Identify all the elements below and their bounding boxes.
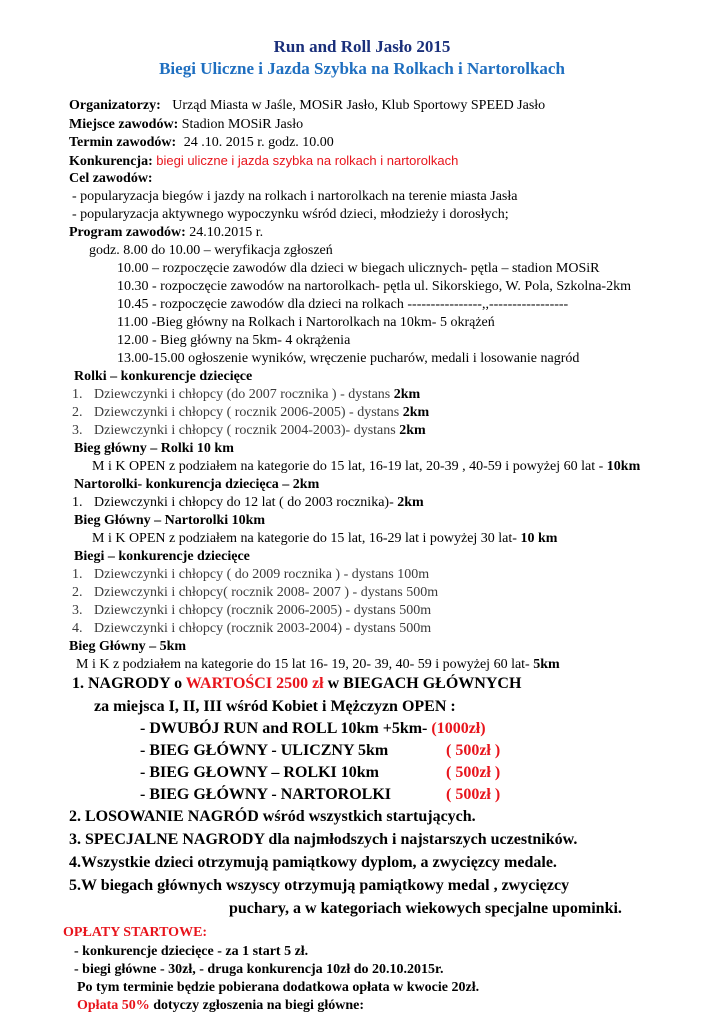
fee-item: Po tym terminie będzie pobierana dodatkowa opłata w kwocie 20zł.: [77, 980, 480, 995]
list-item-number: 2.: [72, 405, 83, 420]
list-item: [72, 604, 431, 618]
list-item-number: 1.: [72, 495, 83, 510]
awards-line-6b: puchary, a w kategoriach wiekowych specjalne upominki.: [229, 900, 622, 917]
program-value: 24.10.2015 r.: [189, 225, 264, 240]
nartorolki-main-heading: Bieg Główny – Nartorolki 10km: [74, 513, 266, 528]
rolki-main-heading: Bieg główny – Rolki 10 km: [74, 441, 234, 456]
list-item-text: Dziewczynki i chłopcy ( rocznik 2006-2005) - dystans: [94, 405, 403, 420]
date-label: Termin zawodów:: [69, 135, 177, 150]
prize-name: - BIEG GŁÓWNY - NARTOROLKI: [140, 786, 392, 803]
list-item-number: 1.: [72, 387, 83, 402]
list-item: [72, 388, 420, 402]
awards-line-4: 3. SPECJALNE NAGRODY dla najmłodszych i najstarszych uczestników.: [69, 831, 578, 848]
awards-text: w BIEGACH GŁÓWNYCH: [323, 675, 522, 692]
prize-name: - DWUBÓJ RUN and ROLL 10km +5km-: [140, 720, 432, 737]
prize-row: [140, 721, 486, 737]
venue-label: Miejsce zawodów:: [69, 117, 179, 132]
fee-item: - konkurencje dziecięce - za 1 start 5 zł.: [74, 944, 309, 959]
list-item-distance: 2km: [393, 387, 421, 402]
nartorolki-kids-heading: Nartorolki- konkurencja dziecięca – 2km: [74, 477, 320, 492]
awards-value: WARTOŚCI 2500 zł: [185, 675, 324, 692]
program-item: 10.00 – rozpoczęcie zawodów dla dzieci w biegach ulicznych- pętla – stadion MOSiR: [117, 261, 600, 276]
list-item-distance: 2km: [399, 423, 426, 438]
organizers-line: [69, 99, 545, 113]
organizers-value: Urząd Miasta w Jaśle, MOSiR Jasło, Klub Sportowy SPEED Jasło: [172, 98, 546, 113]
date-line: [69, 136, 334, 150]
rolki-kids-heading: Rolki – konkurencje dziecięce: [74, 369, 253, 384]
goal-item: - popularyzacja aktywnego wypoczynku wśród dzieci, młodzieży i dorosłych;: [72, 207, 509, 222]
list-item-number: 4.: [72, 621, 83, 636]
awards-line-3: 2. LOSOWANIE NAGRÓD wśród wszystkich startujących.: [69, 808, 476, 825]
awards-line-5: 4.Wszystkie dzieci otrzymują pamiątkowy dyplom, a zwycięzcy medale.: [69, 854, 557, 871]
fee-discount-value: Opłata 50%: [77, 998, 150, 1013]
list-item-distance: 2km: [402, 405, 430, 420]
list-item: [72, 496, 424, 510]
list-item-distance: 2km: [397, 495, 424, 510]
prize-amount: (1000zł): [431, 720, 486, 737]
prize-name: - BIEG GŁÓWNY - ULICZNY 5km: [140, 742, 389, 759]
prize-row: [140, 765, 379, 781]
awards-line-6a: 5.W biegach głównych wszyscy otrzymują pamiątkowy medal , zwycięzcy: [69, 877, 570, 894]
fee-item: - biegi główne - 30zł, - druga konkurencja 10zł do 20.10.2015r.: [74, 962, 444, 977]
list-item-text: Dziewczynki i chłopcy ( do 2009 rocznika ) - dystans 100m: [94, 567, 430, 582]
goal-label: Cel zawodów:: [69, 171, 153, 186]
prize-amount: ( 500zł ): [446, 764, 501, 781]
list-item-text: Dziewczynki i chłopcy do 12 lat ( do 2003 rocznika)-: [94, 495, 398, 510]
rolki-main-text: M i K OPEN z podziałem na kategorie do 15 lat, 16-19 lat, 20-39 , 40-59 i powyżej 60 lat -: [92, 459, 607, 474]
biegi-main-heading: Bieg Główny – 5km: [69, 639, 187, 654]
biegi-main-distance: 5km: [533, 657, 560, 672]
prize-row: [140, 787, 391, 803]
biegi-kids-heading: Biegi – konkurencje dziecięce: [74, 549, 250, 564]
list-item-text: Dziewczynki i chłopcy (rocznik 2006-2005) - dystans 500m: [94, 603, 432, 618]
list-item-text: Dziewczynki i chłopcy (rocznik 2003-2004) - dystans 500m: [94, 621, 432, 636]
program-item: 11.00 -Bieg główny na Rolkach i Nartorolkach na 10km- 5 okrążeń: [117, 315, 495, 330]
nartorolki-main-text: M i K OPEN z podziałem na kategorie do 15 lat, 16-29 lat i powyżej 30 lat-: [92, 531, 521, 546]
list-item-text: Dziewczynki i chłopcy( rocznik 2008- 2007 ) - dystans 500m: [94, 585, 439, 600]
fee-discount: [77, 999, 364, 1013]
list-item-text: Dziewczynki i chłopcy (do 2007 rocznika ) - dystans: [94, 387, 394, 402]
program-label: Program zawodów:: [69, 225, 186, 240]
rolki-main-distance: 10km: [606, 459, 641, 474]
page-subtitle: Biegi Uliczne i Jazda Szybka na Rolkach i Nartorolkach: [159, 59, 565, 78]
list-item: [72, 406, 429, 420]
prize-amount: ( 500zł ): [446, 742, 501, 759]
biegi-main-text: M i K z podziałem na kategorie do 15 lat 16- 19, 20- 39, 40- 59 i powyżej 60 lat-: [76, 657, 534, 672]
program-item: 10.45 - rozpoczęcie zawodów dla dzieci na rolkach ----------------,,-----------------: [117, 297, 569, 312]
program-verification: godz. 8.00 do 10.00 – weryfikacja zgłoszeń: [89, 243, 333, 258]
competition-value: biegi uliczne i jazda szybka na rolkach i nartorolkach: [156, 153, 459, 168]
venue-line: [69, 118, 303, 132]
program-item: 12.00 - Bieg główny na 5km- 4 okrążenia: [117, 333, 351, 348]
list-item: [72, 568, 429, 582]
prize-amount: ( 500zł ): [446, 786, 501, 803]
prize-name: - BIEG GŁOWNY – ROLKI 10km: [140, 764, 379, 781]
list-item-number: 3.: [72, 603, 83, 618]
list-item-number: 3.: [72, 423, 83, 438]
program-item: 10.30 - rozpoczęcie zawodów na nartorolkach- pętla ul. Sikorskiego, W. Pola, Szkolna-2km: [117, 279, 631, 294]
program-line: [69, 226, 263, 240]
fee-discount-text: dotyczy zgłoszenia na biegi główne:: [149, 998, 364, 1013]
program-item: 13.00-15.00 ogłoszenie wyników, wręczenie pucharów, medali i losowanie nagród: [117, 351, 580, 366]
nartorolki-main-categories: [92, 532, 557, 546]
competition-label: Konkurencja:: [69, 154, 153, 169]
goal-item: - popularyzacja biegów i jazdy na rolkach i nartorolkach na terenie miasta Jasła: [72, 189, 518, 204]
rolki-main-categories: [92, 460, 640, 474]
nartorolki-main-distance: 10 km: [520, 531, 558, 546]
awards-line-1: [72, 676, 521, 692]
awards-line-2: za miejsca I, II, III wśród Kobiet i Mężczyzn OPEN :: [94, 698, 456, 715]
biegi-main-categories: [76, 658, 560, 672]
list-item: [72, 586, 438, 600]
list-item: [72, 424, 426, 438]
list-item-number: 1.: [72, 567, 83, 582]
awards-text: 1. NAGRODY o: [72, 675, 186, 692]
page-title: Run and Roll Jasło 2015: [273, 37, 451, 56]
prize-row: [140, 743, 388, 759]
competition-line: [69, 154, 458, 169]
list-item: [72, 622, 431, 636]
fees-heading: OPŁATY STARTOWE:: [63, 925, 208, 940]
list-item-text: Dziewczynki i chłopcy ( rocznik 2004-2003)- dystans: [94, 423, 400, 438]
organizers-label: Organizatorzy:: [69, 98, 161, 113]
date-value: 24 .10. 2015 r. godz. 10.00: [183, 135, 334, 150]
venue-value: Stadion MOSiR Jasło: [181, 117, 304, 132]
list-item-number: 2.: [72, 585, 83, 600]
